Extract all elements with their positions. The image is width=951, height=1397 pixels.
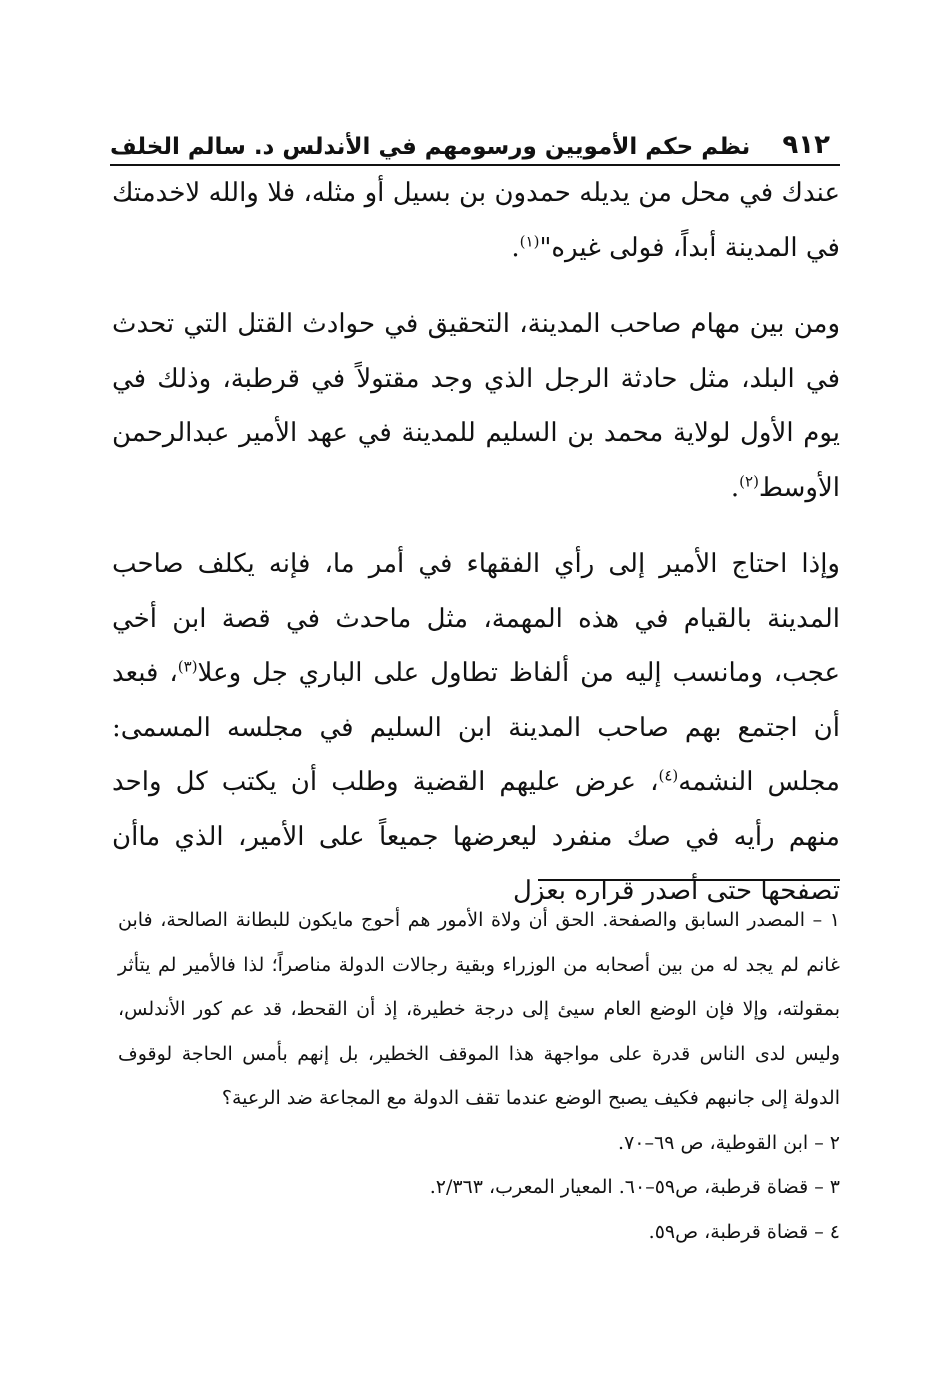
paragraph-1-text: عندك في محل من يديله حمدون بن بسيل أو مثله، فلا والله لاخدمتك في المدينة أبداً، فولى غيره" [112, 178, 840, 263]
footnote-2: ٢ – ابن القوطية، ص ٦٩–٧٠. [618, 1131, 840, 1154]
page-header [110, 122, 840, 166]
footnote-ref-1: (١) [519, 231, 540, 250]
paragraph-2-text: ومن بين مهام صاحب المدينة، التحقيق في حوادث القتل التي تحدث في البلد، مثل حادثة الرجل الذي وجد مقتولاً في قرطبة، وذلك في يوم الأول لولاية محمد بن السليم للمدينة في عهد الأمير عبدالرحمن الأوسط [112, 309, 840, 503]
paragraph-3-part-3: ، عرض عليهم القضية وطلب أن يكتب كل واحد منهم رأيه في صك منفرد ليعرضها جميعاً على الأمير، الذي ماأن تصفحها حتى أصدر قراره بعزل [112, 767, 840, 906]
paragraph-3-part-1: وإذا احتاج الأمير إلى رأي الفقهاء في أمر ما، فإنه يكلف صاحب المدينة بالقيام في هذه المهمة، مثل ماحدث في قصة ابن أخي عجب، ومانسب إليه من ألفاظ تطاول على الباري جل وعلا [112, 549, 840, 688]
paragraph-3 [112, 537, 840, 919]
paragraph-2 [112, 297, 840, 515]
footnote-3: ٣ – قضاة قرطبة، ص٥٩–٦٠. المعيار المعرب، ٢/٣٦٣. [429, 1176, 840, 1198]
paragraph-3-part-2: ، فبعد أن اجتمع بهم صاحب المدينة ابن السليم في مجلسه المسمى: مجلس النشمه [112, 658, 840, 797]
footnote-ref-2: (٢) [739, 471, 759, 490]
paragraph-1-end: . [511, 232, 520, 263]
paragraph-1 [112, 166, 840, 275]
running-title: نظم حكم الأمويين ورسومهم في الأندلس د. سالم الخلف [110, 134, 751, 160]
footnote-1: ١ – المصدر السابق والصفحة. الحق أن ولاة الأمور هم أحوج مايكون للبطانة الصالحة، فابن غانم لم يجد له من بين أصحابه من الوزراء وبقية رجالات الدولة مناصراً؛ لذا فالأمير لم يتأثر بمقولته، وإلا فإن الوضع العام سيئ إلى درجة خطيرة، إذ أن القحط، قد عم كور الأندلس، وليس لدى الناس قدرة على مواجهة هذا الموقف الخطير، بل إنهم بأمس الحاجة لوقوف الدولة إلى جانبهم فكيف يصبح الوضع عندما تقف الدولة مع المجاعة ضد الرعية؟ [118, 909, 840, 1109]
footnote-ref-3: (٣) [177, 657, 198, 676]
main-text [112, 166, 840, 919]
footnotes [118, 898, 840, 1254]
footnote-separator [538, 879, 840, 881]
footnote-ref-4: (٤) [658, 766, 679, 785]
footnote-4: ٤ – قضاة قرطبة، ص٥٩. [648, 1220, 840, 1243]
page-number: ٩١٢ [782, 130, 830, 160]
paragraph-2-end: . [730, 472, 740, 503]
